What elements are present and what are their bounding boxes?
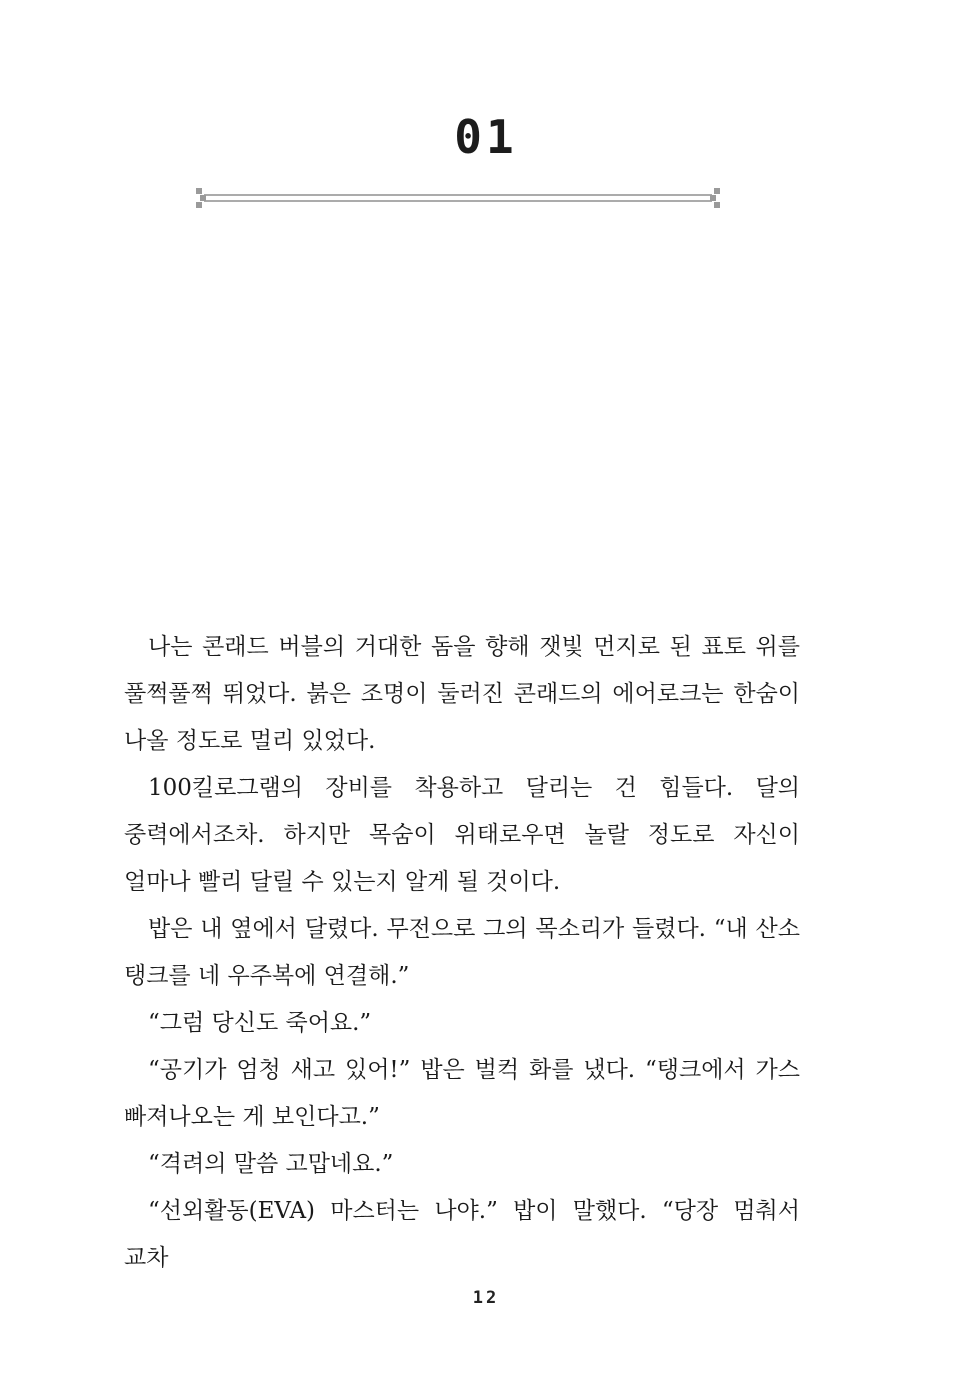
chapter-number: 01 [454,110,518,164]
body-text [124,624,800,1282]
paragraph-3: 밥은 내 옆에서 달렸다. 무전으로 그의 목소리가 들렸다. “내 산소 탱크를 네 우주복에 연결해.” [124,916,800,989]
paragraph-1: 나는 콘래드 버블의 거대한 돔을 향해 잿빛 먼지로 된 표토 위를 풀쩍풀쩍 뛰었다. 붉은 조명이 둘러진 콘래드의 에어로크는 한숨이 나올 정도로 멀리 있었다. [124,634,800,754]
paragraph-4: “그럼 당신도 죽어요.” [148,1010,372,1036]
page-number: 12 [472,1288,500,1308]
paragraph-7: “선외활동(EVA) 마스터는 나야.” 밥이 말했다. “당장 멈춰서 교차 [124,1198,800,1271]
chapter-divider-ornament [194,186,722,210]
paragraph-5: “공기가 엄청 새고 있어!” 밥은 벌컥 화를 냈다. “탱크에서 가스 빠져나오는 게 보인다고.” [124,1057,800,1130]
paragraph-2: 100킬로그램의 장비를 착용하고 달리는 건 힘들다. 달의 중력에서조차. 하지만 목숨이 위태로우면 놀랄 정도로 자신이 얼마나 빨리 달릴 수 있는지 알게 될 것이다. [124,775,800,895]
paragraph-6: “격려의 말씀 고맙네요.” [148,1151,394,1177]
